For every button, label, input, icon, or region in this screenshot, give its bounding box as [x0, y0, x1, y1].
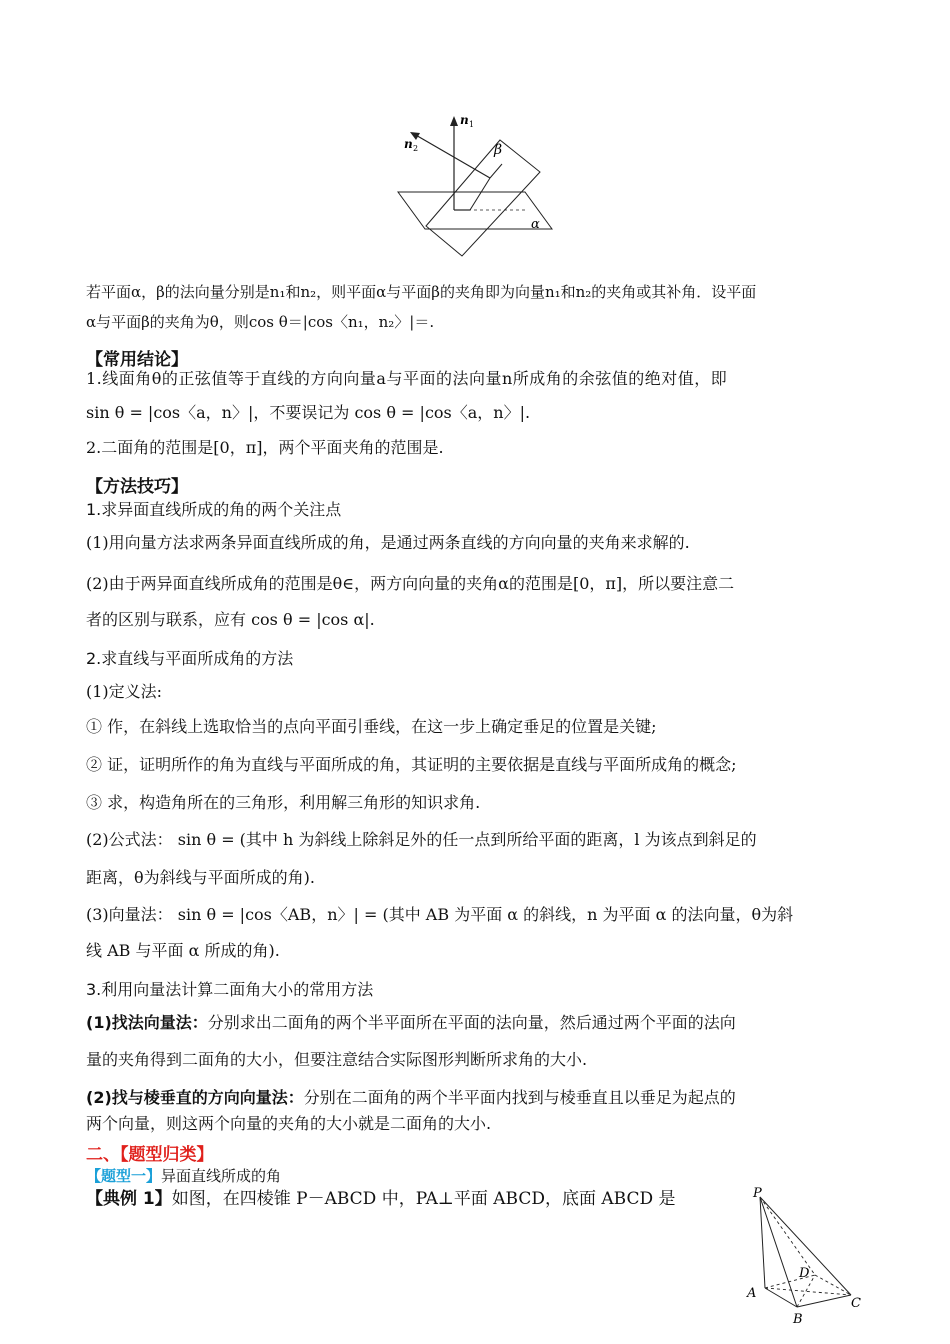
method-2-p2b: 距离，θ为斜线与平面所成的角).	[86, 868, 315, 887]
pyramid-figure	[745, 1183, 875, 1333]
method-1-p1: (1)用向量方法求两条异面直线所成的角，是通过两条直线的方向向量的夹角来求解的.	[86, 533, 690, 552]
method-2-c2: ② 证，证明所作的角为直线与平面所成的角，其证明的主要依据是直线与平面所成角的概念;	[86, 755, 737, 774]
method-3-p2-label: (2)找与棱垂直的方向向量法：	[86, 1088, 304, 1107]
type-1-title: 异面直线所成的角	[161, 1167, 282, 1185]
method-2-p3a: (3)向量法： sin θ = |cos〈AB，n〉| = (其中 AB 为平面 α 的斜线，n 为平面 α 的法向量，θ为斜	[86, 905, 794, 924]
example-1-row	[86, 1189, 676, 1209]
method-1-p2a: (2)由于两异面直线所成角的范围是θ∈，两方向向量的夹角α的范围是[0，π]，所以要注意二	[86, 574, 735, 593]
method-3-p2b: 两个向量，则这两个向量的夹角的大小就是二面角的大小.	[86, 1114, 492, 1133]
label-n1: n	[460, 113, 469, 127]
intro-line-1: 若平面α，β的法向量分别是n₁和n₂，则平面α与平面β的夹角即为向量n₁和n₂的夹角或其补角．设平面	[86, 283, 757, 301]
conclusion-1b: sin θ = |cos〈a，n〉|，不要误记为 cos θ = |cos〈a，n〉|.	[86, 403, 531, 422]
label-n1-sub: 1	[469, 120, 475, 129]
label-n2-sub: 2	[413, 144, 419, 153]
label-D: D	[799, 1266, 810, 1281]
method-3-p2a	[86, 1088, 736, 1108]
dihedral-planes-figure	[390, 108, 570, 268]
method-3-p1b: 量的夹角得到二面角的大小，但要注意结合实际图形判断所求角的大小.	[86, 1050, 588, 1069]
method-3-p1a	[86, 1013, 736, 1033]
method-2-c1: ① 作，在斜线上选取恰当的点向平面引垂线，在这一步上确定垂足的位置是关键;	[86, 717, 657, 736]
method-1-title: 1.求异面直线所成的角的两个关注点	[86, 500, 342, 519]
conclusions-heading: 【常用结论】	[86, 350, 188, 370]
method-3-p2-text: 分别在二面角的两个半平面内找到与棱垂直且以垂足为起点的	[303, 1088, 736, 1107]
conclusion-2: 2.二面角的范围是[0，π]，两个平面夹角的范围是.	[86, 438, 444, 457]
method-2-p1: (1)定义法:	[86, 682, 163, 701]
label-alpha: α	[531, 217, 540, 232]
example-1-text: 如图，在四棱锥 P－ABCD 中，PA⊥平面 ABCD，底面 ABCD 是	[171, 1189, 676, 1209]
method-3-p1-label: (1)找法向量法：	[86, 1013, 208, 1032]
label-B: B	[793, 1312, 803, 1327]
label-n2: n	[404, 137, 413, 151]
example-1-label: 【典例 1】	[86, 1189, 172, 1209]
method-3-title: 3.利用向量法计算二面角大小的常用方法	[86, 980, 374, 999]
method-2-p3b: 线 AB 与平面 α 所成的角).	[86, 941, 280, 960]
label-A: A	[747, 1286, 757, 1301]
method-1-p2b: 者的区别与联系，应有 cos θ = |cos α|.	[86, 610, 375, 629]
type-1-row	[86, 1165, 281, 1186]
label-beta: β	[494, 142, 503, 158]
label-P: P	[753, 1186, 762, 1201]
intro-line-2: α与平面β的夹角为θ，则cos θ＝|cos〈n₁，n₂〉|＝.	[86, 313, 435, 331]
method-2-p2a: (2)公式法： sin θ = (其中 h 为斜线上除斜足外的任一点到所给平面的距离，l 为该点到斜足的	[86, 830, 757, 849]
types-heading: 二、【题型归类】	[86, 1145, 214, 1165]
method-3-p1-text: 分别求出二面角的两个半平面所在平面的法向量，然后通过两个平面的法向	[207, 1013, 736, 1032]
methods-heading: 【方法技巧】	[86, 477, 188, 497]
type-1-label: 【题型一】	[86, 1167, 162, 1185]
label-C: C	[851, 1296, 861, 1311]
method-2-title: 2.求直线与平面所成角的方法	[86, 649, 294, 668]
method-2-c3: ③ 求，构造角所在的三角形，利用解三角形的知识求角.	[86, 793, 481, 812]
conclusion-1a: 1.线面角θ的正弦值等于直线的方向向量a与平面的法向量n所成角的余弦值的绝对值，即	[86, 369, 728, 388]
